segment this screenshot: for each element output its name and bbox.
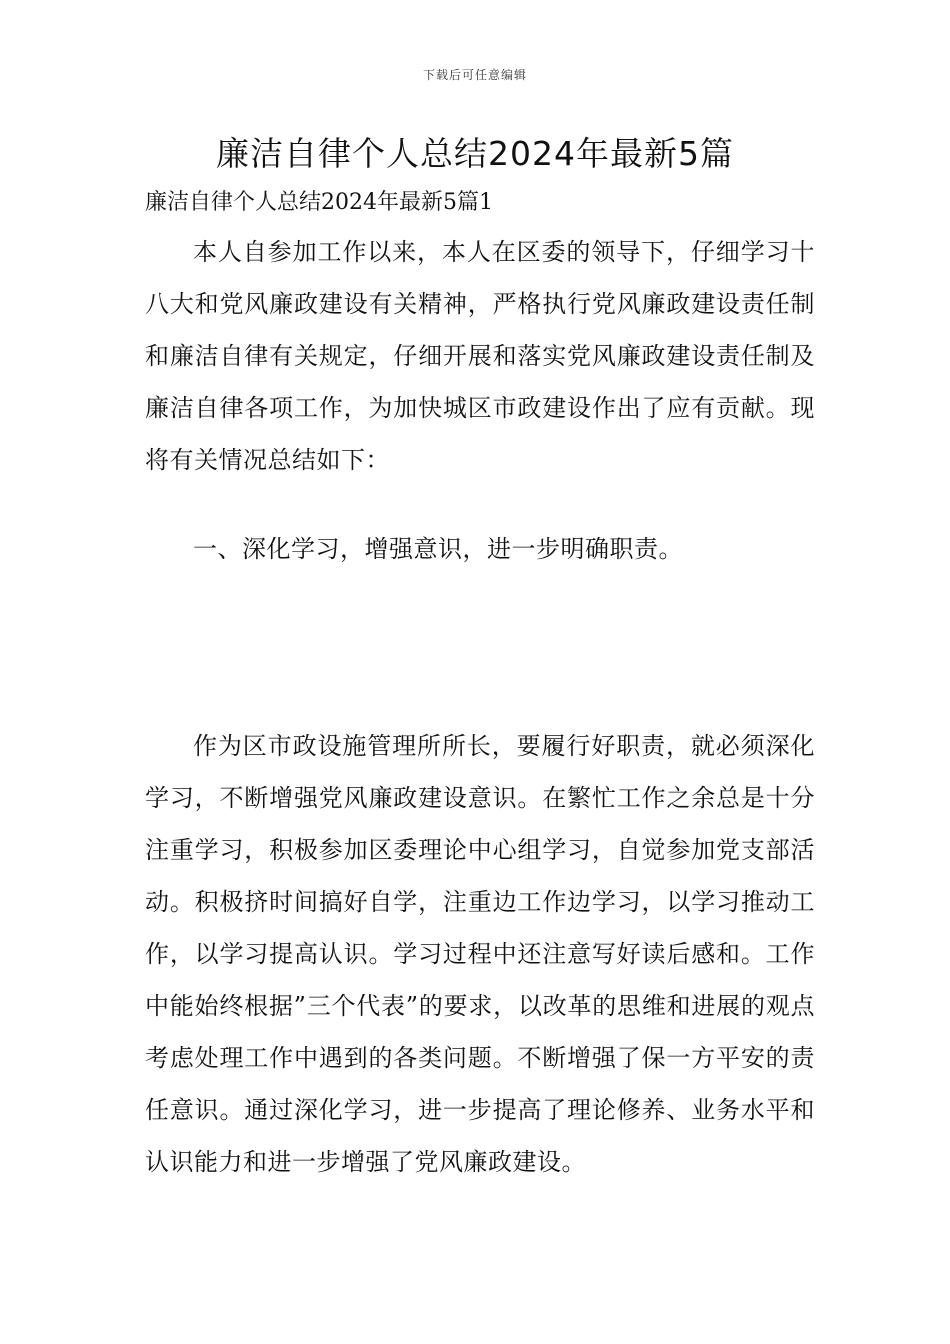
body-paragraph-intro: 本人自参加工作以来，本人在区委的领导下，仔细学习十八大和党风廉政建设有关精神，严格执行党风廉政建设责任制和廉洁自律有关规定，仔细开展和落实党风廉政建设责任制及廉洁自律各项工作，为加快城区市政建设作出了应有贡献。现将有关情况总结如下： [145, 238, 815, 474]
body-paragraph-study: 作为区市政设施管理所所长，要履行好职责，就必须深化学习，不断增强党风廉政建设意识。在繁忙工作之余总是十分注重学习，积极参加区委理论中心组学习，自觉参加党支部活动。积极挤时间搞好自学，注重边工作边学习，以学习推动工作，以学习提高认识。学习过程中还注意写好读后感和。工作中能始终根据”三个代表”的要求，以改革的思维和进展的观点考虑处理工作中遇到的各类问题。不断增强了保一方平安的责任意识。通过深化学习，进一步提高了理论修养、业务水平和认识能力和进一步增强了党风廉政建设。 [145, 732, 815, 1176]
section-heading-1: 一、深化学习，增强意识，进一步明确职责。 [193, 535, 683, 563]
document-subtitle: 廉洁自律个人总结2024年最新5篇1 [145, 190, 493, 215]
header-note: 下载后可任意编辑 [422, 68, 527, 82]
document-title: 廉洁自律个人总结2024年最新5篇 [216, 134, 734, 173]
